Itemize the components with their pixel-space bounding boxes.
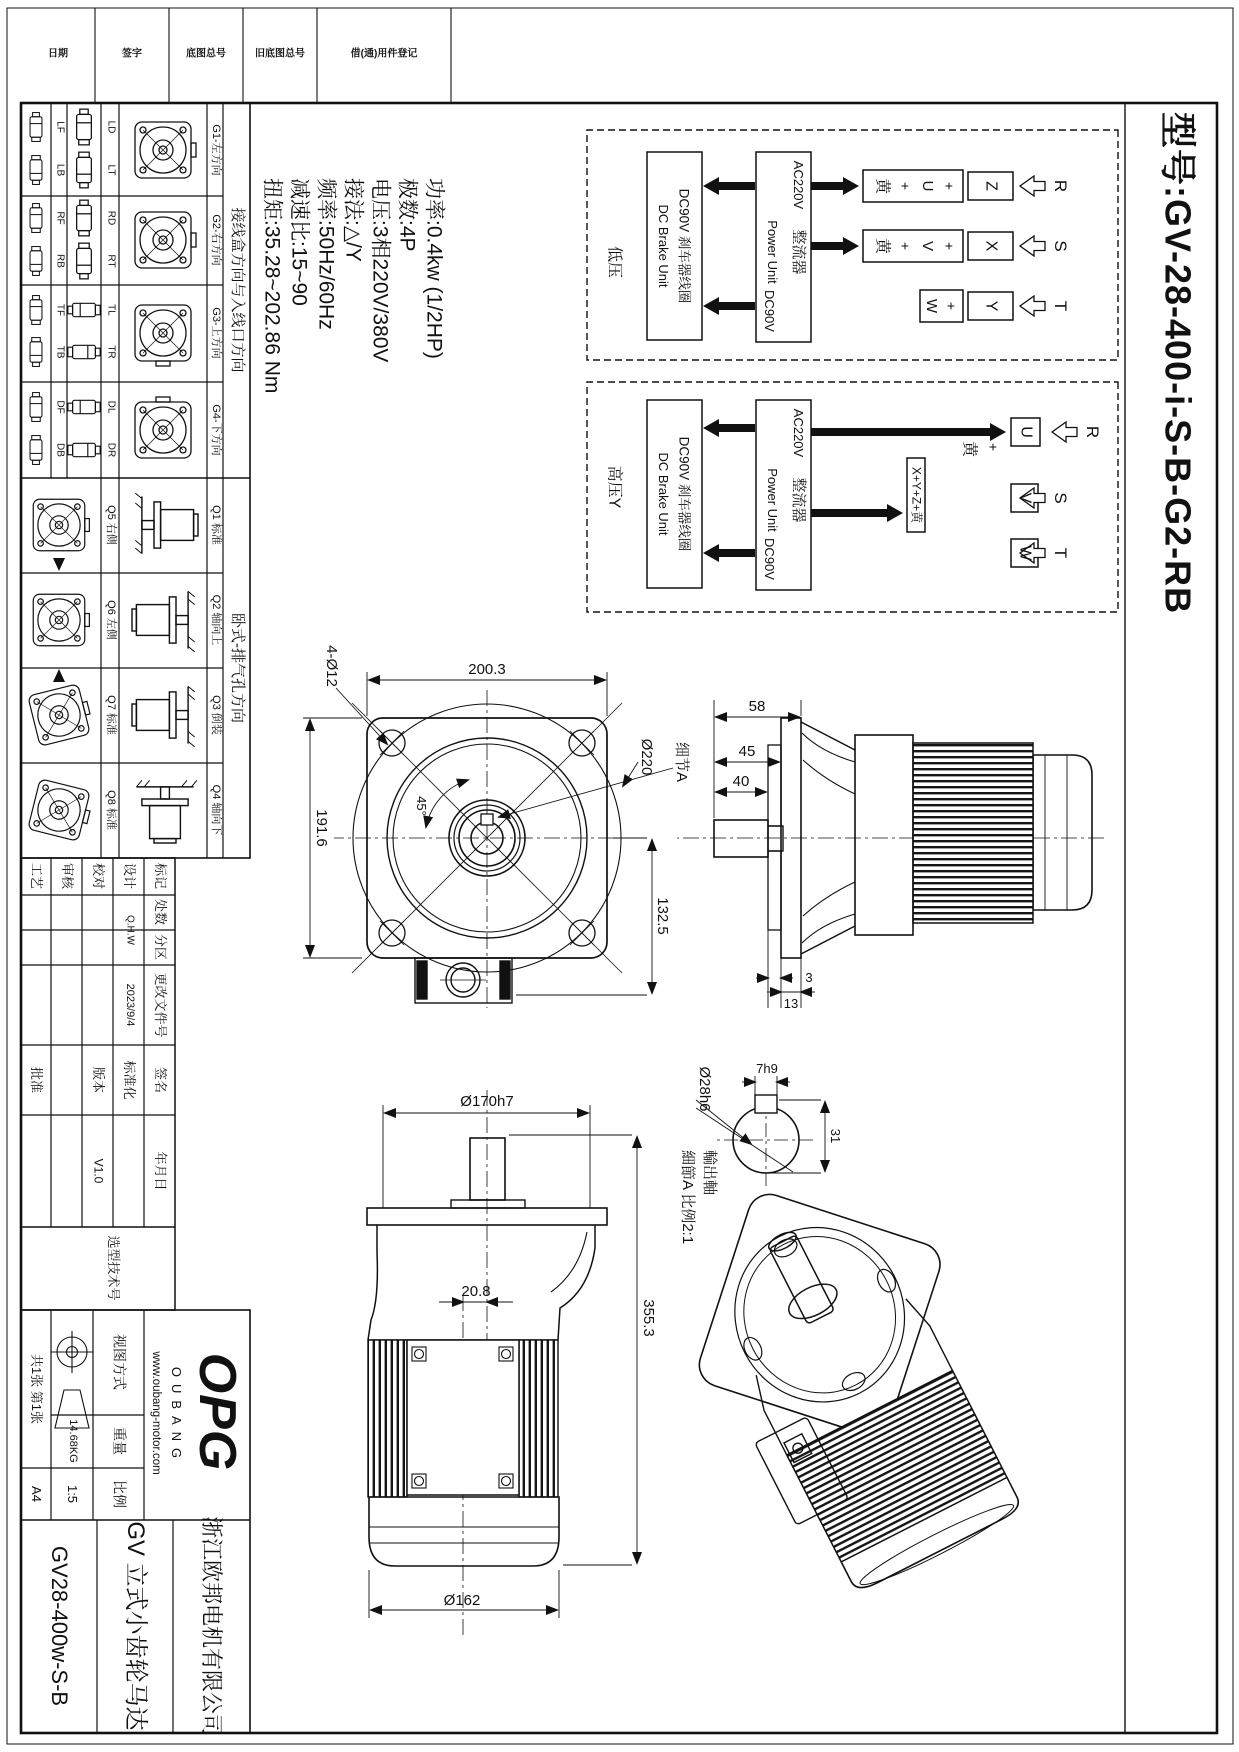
high-u-plus: + (985, 442, 1002, 452)
margin-sign: 签字 (122, 48, 142, 60)
high-link-label: X+Y+Z+黄 (909, 466, 924, 524)
g4-mid-a: DL (105, 400, 117, 414)
dim-side-13: 13 (783, 995, 799, 1011)
coil3-w: W (923, 298, 941, 314)
margin-old-base-no: 旧底图总号 (255, 48, 305, 60)
rev-version-label: 版本 (91, 1066, 107, 1094)
spec-ratio: 减速比:15~90 (287, 178, 311, 306)
dim-center-to-box: 132.5 (654, 897, 672, 935)
g1-label: G1-左方向 (209, 124, 222, 176)
spec-torque: 扭矩:35.28~202.86 Nm (260, 178, 284, 394)
spec-frequency: 频率:50Hz/60Hz (314, 178, 338, 330)
q8-label: Q8 标准 (104, 790, 117, 830)
coil1-u: U (919, 180, 937, 192)
dim-vert-total: 355.3 (640, 1299, 658, 1337)
sheet-model-title: 型号:GV-28-400-i-S-B-G2-RB (1157, 112, 1199, 615)
view-vertical-motor (367, 1090, 637, 1635)
dim-side-3: 3 (805, 969, 813, 985)
iso-shaft (756, 1224, 844, 1330)
wiring-high-input-t: T (1051, 547, 1071, 559)
dim-detail-shaft: Ø28h6 (696, 1066, 714, 1112)
coil1-yellow: 黄 (873, 177, 891, 195)
high-u-yellow: 黄 (960, 440, 978, 458)
company-website: www.oubang-motor.com (150, 1351, 163, 1475)
low-rectifier-out: DC90V (762, 290, 778, 332)
first-angle-projection-icon (51, 1331, 93, 1428)
low-zone-label: 低压 (605, 245, 623, 279)
wiring-low-input-s: S (1051, 240, 1071, 252)
low-rectifier-en: Power Unit (765, 220, 781, 284)
dim-front-width: 200.3 (468, 660, 506, 678)
g2-low-a: RF (54, 211, 66, 225)
q7-label: Q7 标准 (104, 695, 117, 735)
rev-design: 设计 (122, 862, 138, 890)
g4-low-b: DB (54, 443, 66, 457)
coil2-plus2: + (897, 241, 914, 251)
q4-label: Q4 轴向下 (209, 784, 222, 836)
view-method-label: 视图方式 (111, 1334, 128, 1390)
product-name: GV 立式小齿轮马达 (121, 1521, 149, 1731)
dim-side-40: 40 (732, 772, 750, 790)
g2-mid-a: RD (105, 210, 117, 226)
g4-label: G4-下方向 (209, 404, 222, 456)
rev-review: 审核 (60, 862, 76, 890)
rev-version: V1.0 (91, 1158, 106, 1184)
g3-low-b: TB (54, 345, 66, 359)
weight-label: 重量 (111, 1427, 128, 1455)
view-front (303, 672, 673, 1008)
dim-front-pilot: Ø220 (638, 738, 656, 776)
company-name: 浙江欧邦电机有限公司 (198, 1515, 224, 1737)
selection-no-label: 选型技术号 (106, 1235, 122, 1301)
rev-sign: 签名 (153, 1066, 169, 1094)
g4-mid-b: DR (105, 442, 117, 458)
g3-mid-b: TR (105, 345, 117, 359)
rev-designer: Q.H.W (124, 915, 136, 945)
margin-borrow-record: 借(通)用件登记 (350, 48, 418, 60)
g1-low-b: LB (54, 163, 66, 177)
company-logo: OPG (188, 1352, 247, 1472)
dims-side (714, 697, 815, 1008)
table-exhaust-header: 卧式-排气孔方向 (229, 613, 247, 723)
q3-label: Q3 倒装 (209, 695, 222, 735)
dim-detail-height: 31 (828, 1128, 844, 1144)
wiring-high-input-r: R (1083, 425, 1103, 439)
spec-power: 功率:0.4kw (1/2HP) (422, 178, 446, 359)
dim-side-58: 58 (748, 697, 766, 715)
q6-label: Q6 左侧 (104, 600, 117, 640)
dim-front-angle: 45° (414, 796, 430, 816)
rev-check: 校对 (91, 862, 107, 890)
dim-vert-body: Ø162 (443, 1591, 481, 1609)
margin-date: 日期 (48, 48, 68, 60)
g1-mid-b: LT (105, 164, 117, 176)
q2-label: Q2 轴向上 (209, 594, 222, 646)
spec-poles: 极数:4P (395, 178, 419, 252)
rev-mark: 标记 (153, 862, 169, 890)
rev-approve: 批准 (29, 1066, 45, 1094)
rev-count: 处数 (153, 898, 169, 926)
coil3-plus: + (943, 301, 960, 311)
rev-date: 2023/9/4 (123, 983, 136, 1027)
scale-label: 比例 (111, 1480, 128, 1508)
high-brake-line2: DC Brake Unit (656, 452, 672, 536)
wiring-high-term-w: W (1016, 545, 1034, 561)
power-flow-arrows (703, 177, 859, 315)
high-rectifier-in: AC220V (791, 408, 807, 458)
wiring-high-input-s: S (1051, 492, 1071, 504)
g1-low-a: LF (54, 121, 66, 133)
g2-low-b: RB (54, 254, 66, 268)
dim-side-45: 45 (738, 742, 756, 760)
q6-direction-arrow (53, 669, 65, 682)
high-zone-label: 高压Y (605, 465, 623, 509)
low-rectifier-in: AC220V (791, 160, 807, 210)
coil1-plus1: + (941, 181, 958, 191)
margin-base-no: 底图总号 (186, 48, 226, 60)
wiring-low-term-y: Y (982, 300, 1000, 312)
company-logo-sub: OUBANG (169, 1366, 185, 1466)
detail-scale-note: 細節A 比例2:1 (679, 1150, 697, 1245)
high-brake-line1: DC90V 刹车器线圈 (676, 436, 692, 552)
scale-value: 1:5 (65, 1484, 81, 1504)
paper-size: A4 (29, 1486, 45, 1502)
wiring-low-input-t: T (1051, 300, 1071, 312)
high-rectifier-en: Power Unit (765, 468, 781, 532)
weight-value: 14.68KG (66, 1419, 79, 1463)
g4-low-a: DF (54, 400, 66, 414)
g2-label: G2-右方向 (209, 214, 222, 266)
rev-docno: 更改文件号 (153, 972, 169, 1038)
dim-front-detail-ref: 细节A (673, 741, 691, 783)
sheet-count: 共1张 第1张 (29, 1353, 45, 1425)
coil2-v: V (919, 240, 937, 252)
high-rectifier-out: DC90V (762, 538, 778, 580)
coil2-yellow: 黄 (873, 237, 891, 255)
wiring-high-term-v: V (1016, 492, 1034, 504)
rev-standard: 标准化 (122, 1060, 138, 1100)
q5-label: Q5 右侧 (104, 505, 117, 545)
terminal-tab (415, 958, 512, 1003)
wiring-low-input-r: R (1051, 179, 1071, 193)
q1-label: Q1 标准 (209, 505, 222, 545)
q5-direction-arrow (53, 558, 65, 571)
rev-zone: 分区 (153, 933, 169, 961)
wiring-low-term-x: X (982, 240, 1000, 252)
g3-mid-a: TL (105, 304, 117, 316)
rev-date-h: 年月日 (153, 1151, 169, 1191)
low-brake-line1: DC90V 刹车器线圈 (676, 188, 692, 304)
table-terminal-box-header: 接线盒方向与入线口方向 (229, 207, 247, 373)
low-rectifier-cn: 整流器 (790, 229, 808, 275)
dim-front-height: 191.6 (313, 809, 331, 847)
drawing-number: GV28-400w-S-B (46, 1545, 72, 1707)
g1-mid-a: LD (105, 120, 117, 134)
high-rectifier-cn: 整流器 (790, 477, 808, 523)
low-brake-line2: DC Brake Unit (656, 204, 672, 288)
dim-front-holes: 4-Ø12 (323, 645, 341, 687)
dim-vert-offset: 20.8 (461, 1282, 491, 1300)
dims-front (303, 672, 673, 995)
rev-process: 工艺 (29, 862, 45, 890)
g2-mid-b: RT (105, 254, 117, 268)
g3-low-a: TF (54, 303, 66, 317)
coil2-plus1: + (941, 241, 958, 251)
spec-voltage: 电压:3相220V/380V (368, 178, 392, 363)
detail-shaft-name: 輸出軸 (701, 1150, 719, 1196)
input-arrow-icons (1020, 176, 1045, 316)
g3-label: G3-上方向 (209, 307, 222, 359)
spec-connection: 接法:△/Y (341, 178, 365, 262)
wiring-low-term-z: Z (982, 181, 1000, 191)
dim-detail-key: 7h9 (756, 1060, 778, 1076)
dim-vert-flange: Ø170h7 (460, 1092, 514, 1110)
coil1-plus2: + (897, 181, 914, 191)
wiring-high-term-u: U (1017, 426, 1035, 438)
